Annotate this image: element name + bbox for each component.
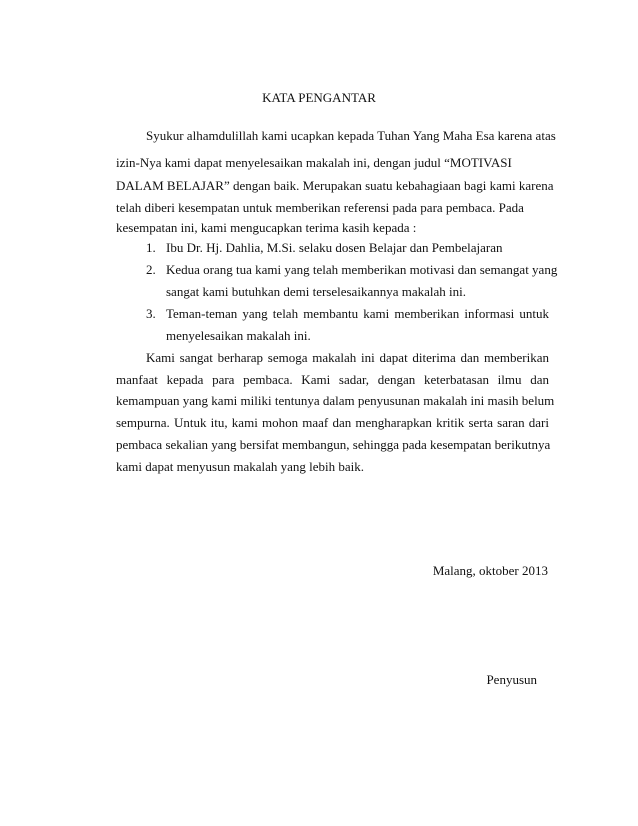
list-item-2-text: Kedua orang tua kami yang telah memberikan motivasi dan semangat yang bbox=[166, 262, 558, 277]
paragraph-2-line-4: sempurna. Untuk itu, kami mohon maaf dan mengharapkan kritik serta saran dari bbox=[116, 415, 549, 430]
list-item-2-text-cont: sangat kami butuhkan demi terselesaikannya makalah ini. bbox=[166, 284, 466, 299]
paragraph-1-line-5: kesempatan ini, kami mengucapkan terima kasih kepada : bbox=[116, 220, 417, 235]
paragraph-1-line-2: izin-Nya kami dapat menyelesaikan makalah ini, dengan judul “MOTIVASI bbox=[116, 155, 512, 170]
signature-label: Penyusun bbox=[486, 672, 537, 687]
paragraph-1-line-1: Syukur alhamdulillah kami ucapkan kepada Tuhan Yang Maha Esa karena atas bbox=[146, 128, 556, 143]
paragraph-1-line-3: DALAM BELAJAR” dengan baik. Merupakan suatu kebahagiaan bagi kami karena bbox=[116, 178, 554, 193]
list-item-3-text: Teman-teman yang telah membantu kami memberikan informasi untuk bbox=[166, 306, 549, 321]
place-and-date: Malang, oktober 2013 bbox=[432, 563, 548, 578]
paragraph-2-line-1: Kami sangat berharap semoga makalah ini dapat diterima dan memberikan bbox=[146, 350, 549, 365]
list-item-1-text: Ibu Dr. Hj. Dahlia, M.Si. selaku dosen Belajar dan Pembelajaran bbox=[166, 240, 503, 255]
list-item-3-number: 3. bbox=[146, 306, 156, 321]
paragraph-2-line-6: kami dapat menyusun makalah yang lebih baik. bbox=[116, 459, 365, 474]
page-title: KATA PENGANTAR bbox=[262, 90, 376, 105]
paragraph-2-line-2: manfaat kepada para pembaca. Kami sadar, dengan keterbatasan ilmu dan bbox=[116, 372, 549, 387]
list-item-2-number: 2. bbox=[146, 262, 156, 277]
list-item-1-number: 1. bbox=[146, 240, 156, 255]
paragraph-1-line-4: telah diberi kesempatan untuk memberikan referensi pada para pembaca. Pada bbox=[116, 200, 524, 215]
paragraph-2-line-5: pembaca sekalian yang bersifat membangun, sehingga pada kesempatan berikutnya bbox=[116, 437, 551, 452]
paragraph-2-line-3: kemampuan yang kami miliki tentunya dalam penyusunan makalah ini masih belum bbox=[116, 393, 555, 408]
list-item-3-text-cont: menyelesaikan makalah ini. bbox=[166, 328, 311, 343]
